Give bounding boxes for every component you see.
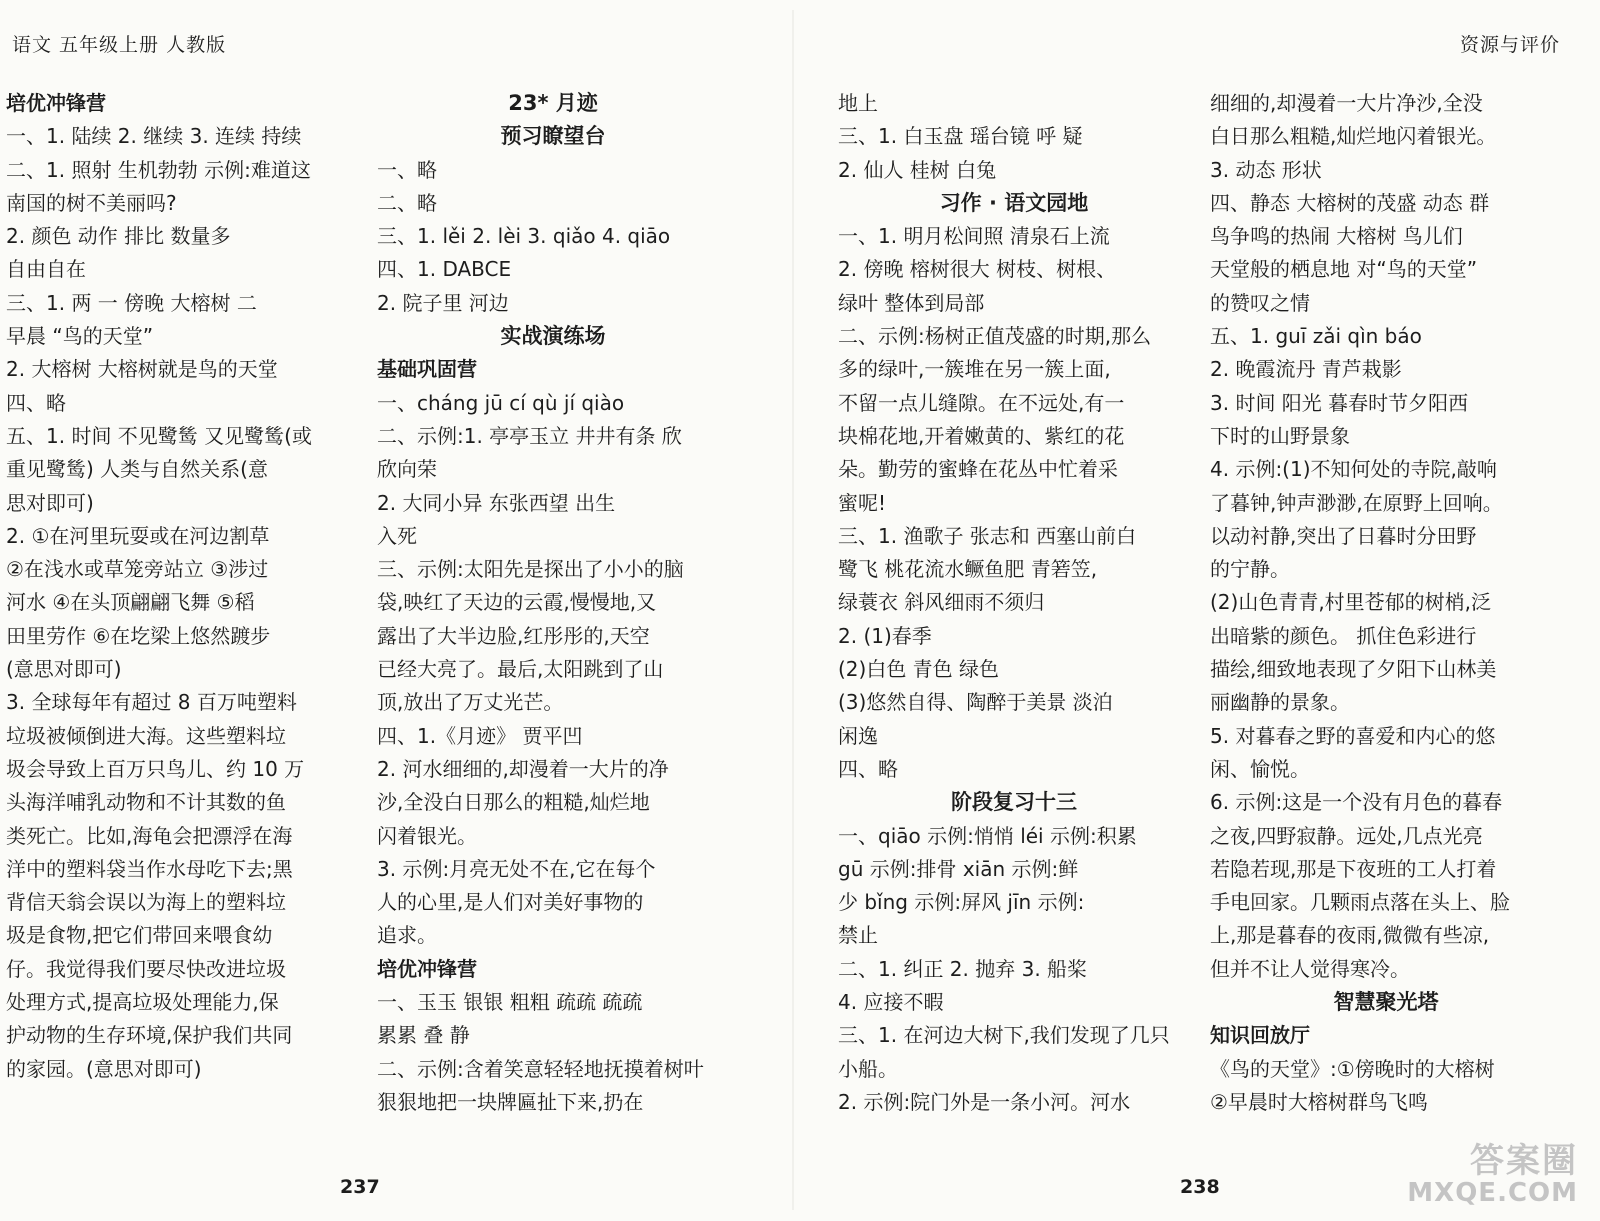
text-line: 的赞叹之情	[1210, 290, 1310, 315]
text-line: 下时的山野景象	[1210, 423, 1350, 448]
text-line: 了暮钟,钟声渺渺,在原野上回响。	[1210, 490, 1503, 515]
text-line: 绿蓑衣 斜风细雨不须归	[838, 590, 1045, 615]
text-line: 仔。我觉得我们要尽快改进垃圾	[6, 956, 286, 981]
text-line: 已经大亮了。最后,太阳跳到了山	[377, 657, 664, 682]
text-line: 自由自在	[6, 257, 86, 282]
section-heading: 智慧聚光塔	[1333, 990, 1439, 1015]
text-line: 露出了大半边脸,红彤彤的,天空	[377, 623, 650, 648]
text-line: 3. 全球每年有超过 8 百万吨塑料	[6, 690, 297, 715]
text-line: 的宁静。	[1210, 557, 1290, 582]
text-line: 背信天翁会误以为海上的塑料垃	[6, 890, 286, 915]
text-line: 天堂般的栖息地 对“鸟的天堂”	[1210, 257, 1478, 282]
text-line: 田里劳作 ⑥在圪梁上悠然踱步	[6, 623, 271, 648]
text-line: 头海洋哺乳动物和不计其数的鱼	[6, 790, 286, 815]
text-line: 四、1. DABCE	[377, 257, 512, 282]
text-line: 二、略	[377, 190, 437, 215]
text-line: 类死亡。比如,海龟会把漂浮在海	[6, 823, 293, 848]
text-line: 三、1. 在河边大树下,我们发现了几只	[838, 1023, 1170, 1048]
text-line: gū 示例:排骨 xiān 示例:鲜	[838, 856, 1079, 881]
section-heading: 预习瞭望台	[500, 124, 606, 149]
header-left: 语文 五年级上册 人教版	[12, 34, 227, 56]
subsection-heading: 培优冲锋营	[377, 956, 477, 981]
text-line: 二、示例:含着笑意轻轻地抚摸着树叶	[377, 1056, 704, 1081]
column-2	[377, 87, 729, 1119]
column-3	[838, 87, 1190, 1119]
text-line: 2. 大同小异 东张西望 出生	[377, 490, 616, 515]
text-line: 细细的,却漫着一大片净沙,全没	[1210, 91, 1483, 115]
text-line: 四、1.《月迹》 贾平凹	[377, 723, 583, 748]
text-line: 五、1. guī zǎi qìn báo	[1210, 324, 1422, 349]
text-line: 若隐若现,那是下夜班的工人打着	[1210, 856, 1497, 881]
watermark-logo	[1407, 1141, 1578, 1208]
text-line: 2. 河水细细的,却漫着一大片的净	[377, 756, 669, 781]
text-line: 多的绿叶,一簇堆在另一簇上面,	[838, 357, 1111, 382]
text-line: 一、玉玉 银银 粗粗 疏疏 疏疏	[377, 990, 643, 1015]
text-line: 三、1. 白玉盘 瑶台镜 呼 疑	[838, 124, 1083, 149]
text-line: 护动物的生存环境,保护我们共同	[6, 1023, 293, 1048]
text-line: 三、1. 渔歌子 张志和 西塞山前白	[838, 523, 1137, 548]
column-1	[6, 87, 358, 1086]
text-line: 6. 示例:这是一个没有月色的暮春	[1210, 790, 1503, 815]
text-line: 白日那么粗糙,灿烂地闪着银光。	[1210, 124, 1497, 149]
text-line: 鸟争鸣的热闹 大榕树 鸟儿们	[1210, 224, 1463, 249]
text-line: 少 bǐng 示例:屏风 jīn 示例:	[838, 890, 1085, 915]
text-line: 四、略	[6, 390, 66, 415]
text-line: 丽幽静的景象。	[1210, 690, 1350, 715]
text-line: 追求。	[377, 923, 437, 948]
text-line: 三、1. 两 一 傍晚 大榕树 二	[6, 290, 257, 315]
text-line: 出暗紫的颜色。 抓住色彩进行	[1210, 623, 1477, 648]
text-line: 早晨 “鸟的天堂”	[6, 324, 154, 349]
text-line: 不留一点儿缝隙。在不远处,有一	[838, 390, 1125, 415]
text-line: 河水 ④在头顶翩翩飞舞 ⑤稻	[6, 590, 255, 615]
text-line: 处理方式,提高垃圾处理能力,保	[6, 990, 279, 1015]
text-line: 2. 颜色 动作 排比 数量多	[6, 224, 231, 249]
text-line: 一、qiāo 示例:悄悄 léi 示例:积累	[838, 823, 1137, 848]
text-line: 块棉花地,开着嫩黄的、紫红的花	[838, 423, 1125, 448]
text-line: 闪着银光。	[377, 823, 477, 848]
text-line: 人的心里,是人们对美好事物的	[377, 890, 644, 915]
text-line: 4. 示例:(1)不知何处的寺院,敲响	[1210, 457, 1497, 482]
text-line: 绿叶 整体到局部	[838, 290, 985, 315]
text-line: 《鸟的天堂》:①傍晚时的大榕树	[1210, 1056, 1495, 1081]
text-line: ②早晨时大榕树群鸟飞鸣	[1210, 1089, 1428, 1114]
text-line: 之夜,四野寂静。远处,几点光亮	[1210, 823, 1483, 848]
watermark-line2: MXQE.COM	[1407, 1177, 1578, 1208]
text-line: 一、cháng jū cí qù jí qiào	[377, 390, 625, 415]
text-line: 顶,放出了万丈光芒。	[377, 690, 564, 715]
text-line: 2. 晚霞流丹 青芦栽影	[1210, 357, 1402, 382]
text-line: 二、示例:1. 亭亭玉立 井井有条 欣	[377, 423, 682, 448]
text-line: 的家园。(意思对即可)	[6, 1056, 202, 1081]
text-line: 四、略	[838, 756, 898, 781]
text-line: 南国的树不美丽吗?	[6, 190, 177, 215]
lesson-title: 23* 月迹	[508, 91, 598, 115]
text-line: 三、1. lěi 2. lèi 3. qiǎo 4. qiāo	[377, 224, 671, 249]
text-line: 蜜呢!	[838, 490, 887, 515]
text-line: 入死	[377, 523, 417, 548]
text-line: 小船。	[838, 1056, 898, 1081]
section-heading: 实战演练场	[500, 324, 606, 349]
header-right: 资源与评价	[1459, 34, 1560, 56]
text-line: 沙,全没白日那么的粗糙,灿烂地	[377, 790, 650, 815]
text-line: 以动衬静,突出了日暮时分田野	[1210, 523, 1477, 548]
text-line: 三、示例:太阳先是探出了小小的脑	[377, 557, 684, 582]
text-line: 闲、愉悦。	[1210, 756, 1310, 781]
text-line: 4. 应接不暇	[838, 990, 944, 1015]
text-line: 描绘,细致地表现了夕阳下山林美	[1210, 657, 1497, 682]
text-line: 圾会导致上百万只鸟儿、约 10 万	[6, 756, 305, 781]
text-line: 3. 时间 阳光 暮春时节夕阳西	[1210, 390, 1469, 415]
text-line: 二、1. 纠正 2. 抛弃 3. 船桨	[838, 956, 1088, 981]
text-line: 手电回家。几颗雨点落在头上、脸	[1210, 890, 1510, 915]
text-line: 2. 仙人 桂树 白兔	[838, 157, 997, 182]
text-line: (2)山色青青,村里苍郁的树梢,泛	[1210, 590, 1492, 615]
text-line: (2)白色 青色 绿色	[838, 657, 1000, 682]
text-line: 禁止	[838, 923, 878, 948]
text-line: 狠狠地把一块牌匾扯下来,扔在	[377, 1089, 644, 1114]
text-line: 重见鹭鸶) 人类与自然关系(意	[6, 457, 268, 482]
text-line: 洋中的塑料袋当作水母吃下去;黑	[6, 856, 293, 881]
text-line: 累累 叠 静	[377, 1023, 470, 1048]
subsection-heading: 基础巩固营	[377, 357, 477, 382]
text-line: 地上	[838, 91, 878, 115]
text-line: 思对即可)	[6, 490, 94, 515]
text-line: 二、示例:杨树正值茂盛的时期,那么	[838, 324, 1152, 349]
text-line: 袋,映红了天边的云霞,慢慢地,又	[377, 590, 657, 615]
text-line: 3. 动态 形状	[1210, 157, 1322, 182]
text-line: 朵。勤劳的蜜蜂在花丛中忙着采	[838, 457, 1118, 482]
text-line: 5. 对暮春之野的喜爱和内心的悠	[1210, 723, 1496, 748]
text-line: 鹭飞 桃花流水鳜鱼肥 青箬笠,	[838, 557, 1098, 582]
text-line: 四、静态 大榕树的茂盛 动态 群	[1210, 190, 1490, 215]
text-line: 2. 院子里 河边	[377, 290, 509, 315]
section-heading: 习作 · 语文园地	[939, 190, 1089, 215]
subsection-heading: 知识回放厅	[1210, 1023, 1310, 1048]
text-line: 一、1. 陆续 2. 继续 3. 连续 持续	[6, 124, 302, 149]
text-line: 2. 傍晚 榕树很大 树枝、树根、	[838, 257, 1117, 282]
text-line: 一、1. 明月松间照 清泉石上流	[838, 224, 1110, 249]
text-line: 2. ①在河里玩耍或在河边割草	[6, 523, 270, 548]
watermark-line1: 答案圈	[1470, 1141, 1578, 1182]
page-gutter	[792, 10, 794, 1210]
page-number-left: 237	[340, 1176, 380, 1198]
text-line: 五、1. 时间 不见鹭鸶 又见鹭鸶(或	[6, 423, 312, 448]
text-line: 上,那是暮春的夜雨,微微有些凉,	[1210, 923, 1490, 948]
text-line: 垃圾被倾倒进大海。这些塑料垃	[6, 723, 286, 748]
text-line: 2. (1)春季	[838, 623, 932, 648]
text-line: 欣向荣	[377, 457, 437, 482]
section-heading: 阶段复习十三	[951, 790, 1077, 815]
text-line: 一、略	[377, 157, 437, 182]
text-line: 但并不让人觉得寒冷。	[1210, 956, 1410, 981]
text-line: 二、1. 照射 生机勃勃 示例:难道这	[6, 157, 311, 182]
text-line: 圾是食物,把它们带回来喂食幼	[6, 923, 273, 948]
text-line: 2. 示例:院门外是一条小河。河水	[838, 1089, 1131, 1114]
text-line: ②在浅水或草笼旁站立 ③涉过	[6, 557, 269, 582]
text-line: (意思对即可)	[6, 657, 122, 682]
text-line: 2. 大榕树 大榕树就是鸟的天堂	[6, 357, 278, 382]
text-line: (3)悠然自得、陶醉于美景 淡泊	[838, 690, 1113, 715]
text-line: 闲逸	[838, 723, 878, 748]
subsection-heading: 培优冲锋营	[6, 91, 106, 115]
page-number-right: 238	[1180, 1176, 1220, 1198]
text-line: 3. 示例:月亮无处不在,它在每个	[377, 856, 656, 881]
column-4	[1210, 87, 1562, 1119]
